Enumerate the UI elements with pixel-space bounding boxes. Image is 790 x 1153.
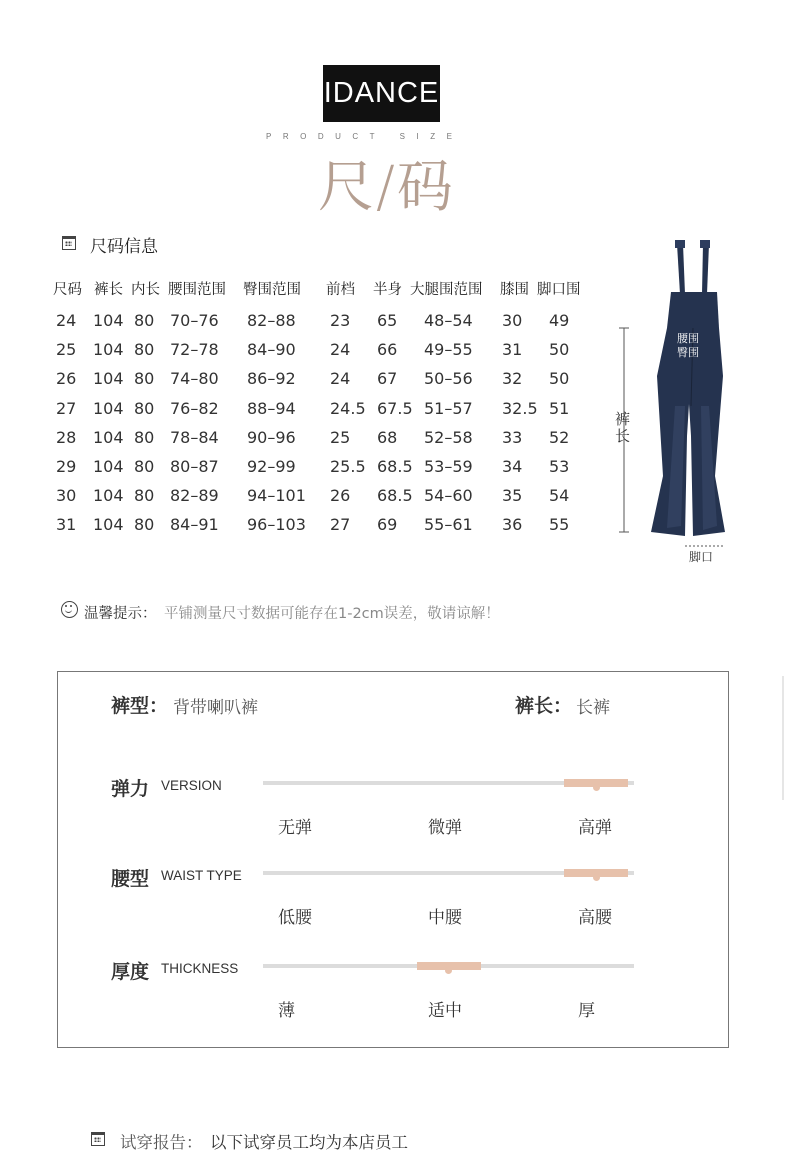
elasticity-scale-marker (564, 779, 628, 787)
thickness-scale-marker (417, 962, 481, 970)
table-cell: 31 (56, 515, 77, 534)
table-cell: 65 (377, 311, 398, 330)
header-waist: 腰围范围 (168, 282, 226, 298)
overalls-illustration (605, 236, 735, 566)
table-cell: 94–101 (247, 486, 306, 505)
table-cell: 80 (134, 515, 155, 534)
table-cell: 23 (330, 311, 351, 330)
table-cell: 66 (377, 340, 398, 359)
header-front-rise: 前档 (326, 282, 355, 298)
figure-label-waist: 腰围 (677, 332, 699, 345)
table-cell: 27 (56, 399, 77, 418)
edge-divider (782, 676, 784, 800)
header-thigh: 大腿围范围 (410, 282, 483, 298)
table-cell: 50–56 (424, 369, 473, 388)
tip-text: 平铺测量尺寸数据可能存在1-2cm误差，敬请谅解！ (164, 606, 500, 622)
table-cell: 25.5 (330, 457, 366, 476)
table-cell: 32.5 (502, 399, 538, 418)
trial-report-text: 以下试穿员工均为本店员工 (210, 1133, 408, 1152)
header-length: 裤长 (94, 282, 123, 298)
table-cell: 30 (502, 311, 523, 330)
table-cell: 48–54 (424, 311, 473, 330)
length-label: 裤长： (515, 695, 573, 717)
table-cell: 24.5 (330, 399, 366, 418)
table-cell: 92–99 (247, 457, 296, 476)
table-cell: 80–87 (170, 457, 219, 476)
attr-elasticity-label-en: VERSION (161, 778, 222, 793)
table-cell: 86–92 (247, 369, 296, 388)
attr-thickness-label-en: THICKNESS (161, 961, 239, 976)
table-cell: 104 (93, 369, 124, 388)
table-cell: 78–84 (170, 428, 219, 447)
table-cell: 53–59 (424, 457, 473, 476)
table-cell: 33 (502, 428, 523, 447)
table-cell: 84–91 (170, 515, 219, 534)
elasticity-level-0: 无弹 (278, 818, 312, 838)
tagline: PRODUCT SIZE (266, 132, 464, 141)
figure-label-hip: 臀围 (677, 346, 699, 359)
attr-waist-label: 腰型 (111, 868, 150, 890)
style-label: 裤型： (111, 695, 169, 717)
table-cell: 74–80 (170, 369, 219, 388)
table-cell: 52–58 (424, 428, 473, 447)
table-cell: 104 (93, 399, 124, 418)
table-cell: 32 (502, 369, 523, 388)
header-inseam: 内长 (131, 282, 160, 298)
table-cell: 69 (377, 515, 398, 534)
table-cell: 28 (56, 428, 77, 447)
table-cell: 26 (56, 369, 77, 388)
thickness-level-1: 适中 (428, 1001, 462, 1021)
table-cell: 104 (93, 311, 124, 330)
length-value: 长裤 (576, 698, 610, 718)
table-cell: 104 (93, 340, 124, 359)
table-cell: 51–57 (424, 399, 473, 418)
brand-logo-text: IDANCE (323, 77, 440, 109)
table-cell: 24 (330, 340, 351, 359)
table-cell: 84–90 (247, 340, 296, 359)
attr-thickness-label: 厚度 (111, 961, 150, 983)
waist-level-2: 高腰 (578, 908, 612, 928)
table-cell: 67.5 (377, 399, 413, 418)
table-cell: 80 (134, 428, 155, 447)
table-cell: 76–82 (170, 399, 219, 418)
table-cell: 50 (549, 340, 570, 359)
smile-icon (61, 601, 78, 618)
table-cell: 104 (93, 515, 124, 534)
waist-level-1: 中腰 (428, 908, 462, 928)
table-cell: 50 (549, 369, 570, 388)
header-knee: 膝围 (500, 282, 529, 298)
table-cell: 26 (330, 486, 351, 505)
size-info-title: 尺码信息 (90, 237, 158, 257)
trial-report-label: 试穿报告： (120, 1133, 203, 1152)
table-cell: 82–89 (170, 486, 219, 505)
table-cell: 49 (549, 311, 570, 330)
table-cell: 72–78 (170, 340, 219, 359)
table-cell: 24 (330, 369, 351, 388)
table-cell: 25 (330, 428, 351, 447)
table-cell: 80 (134, 340, 155, 359)
elasticity-level-1: 微弹 (428, 818, 462, 838)
brand-logo (323, 65, 440, 122)
table-cell: 96–103 (247, 515, 306, 534)
table-cell: 54 (549, 486, 570, 505)
table-cell: 29 (56, 457, 77, 476)
table-cell: 80 (134, 369, 155, 388)
overalls-figure (605, 236, 735, 566)
attr-elasticity-label: 弹力 (111, 778, 150, 800)
table-cell: 67 (377, 369, 398, 388)
table-cell: 68.5 (377, 486, 413, 505)
table-cell: 68.5 (377, 457, 413, 476)
table-cell: 35 (502, 486, 523, 505)
waist-level-0: 低腰 (278, 908, 312, 928)
tip-label: 温馨提示： (84, 606, 157, 622)
thickness-level-0: 薄 (278, 1001, 295, 1021)
table-cell: 25 (56, 340, 77, 359)
table-cell: 104 (93, 428, 124, 447)
table-cell: 82–88 (247, 311, 296, 330)
calendar-icon (62, 236, 76, 250)
waist-scale-marker (564, 869, 628, 877)
table-cell: 54–60 (424, 486, 473, 505)
table-cell: 53 (549, 457, 570, 476)
table-cell: 30 (56, 486, 77, 505)
header-hem: 脚口围 (537, 282, 581, 298)
elasticity-level-2: 高弹 (578, 818, 612, 838)
table-cell: 90–96 (247, 428, 296, 447)
figure-label-hem: 脚口 (689, 550, 714, 564)
table-cell: 80 (134, 486, 155, 505)
table-cell: 55–61 (424, 515, 473, 534)
header-size: 尺码 (53, 282, 82, 298)
table-cell: 68 (377, 428, 398, 447)
table-cell: 27 (330, 515, 351, 534)
table-cell: 36 (502, 515, 523, 534)
table-cell: 51 (549, 399, 570, 418)
table-cell: 80 (134, 399, 155, 418)
header-hip: 臀围范围 (243, 282, 301, 298)
style-value: 背带喇叭裤 (173, 698, 258, 718)
table-cell: 49–55 (424, 340, 473, 359)
table-cell: 88–94 (247, 399, 296, 418)
table-cell: 104 (93, 486, 124, 505)
table-cell: 104 (93, 457, 124, 476)
spec-box (57, 671, 729, 1048)
thickness-level-2: 厚 (578, 1001, 595, 1021)
table-cell: 55 (549, 515, 570, 534)
page-title: 尺/码 (318, 155, 455, 220)
table-cell: 31 (502, 340, 523, 359)
attr-waist-label-en: WAIST TYPE (161, 868, 242, 883)
table-cell: 52 (549, 428, 570, 447)
calendar-icon (91, 1132, 105, 1146)
figure-label-length: 裤长 (615, 410, 631, 445)
table-cell: 24 (56, 311, 77, 330)
table-cell: 80 (134, 457, 155, 476)
table-cell: 80 (134, 311, 155, 330)
table-cell: 34 (502, 457, 523, 476)
table-cell: 70–76 (170, 311, 219, 330)
header-half-body: 半身 (373, 282, 402, 298)
